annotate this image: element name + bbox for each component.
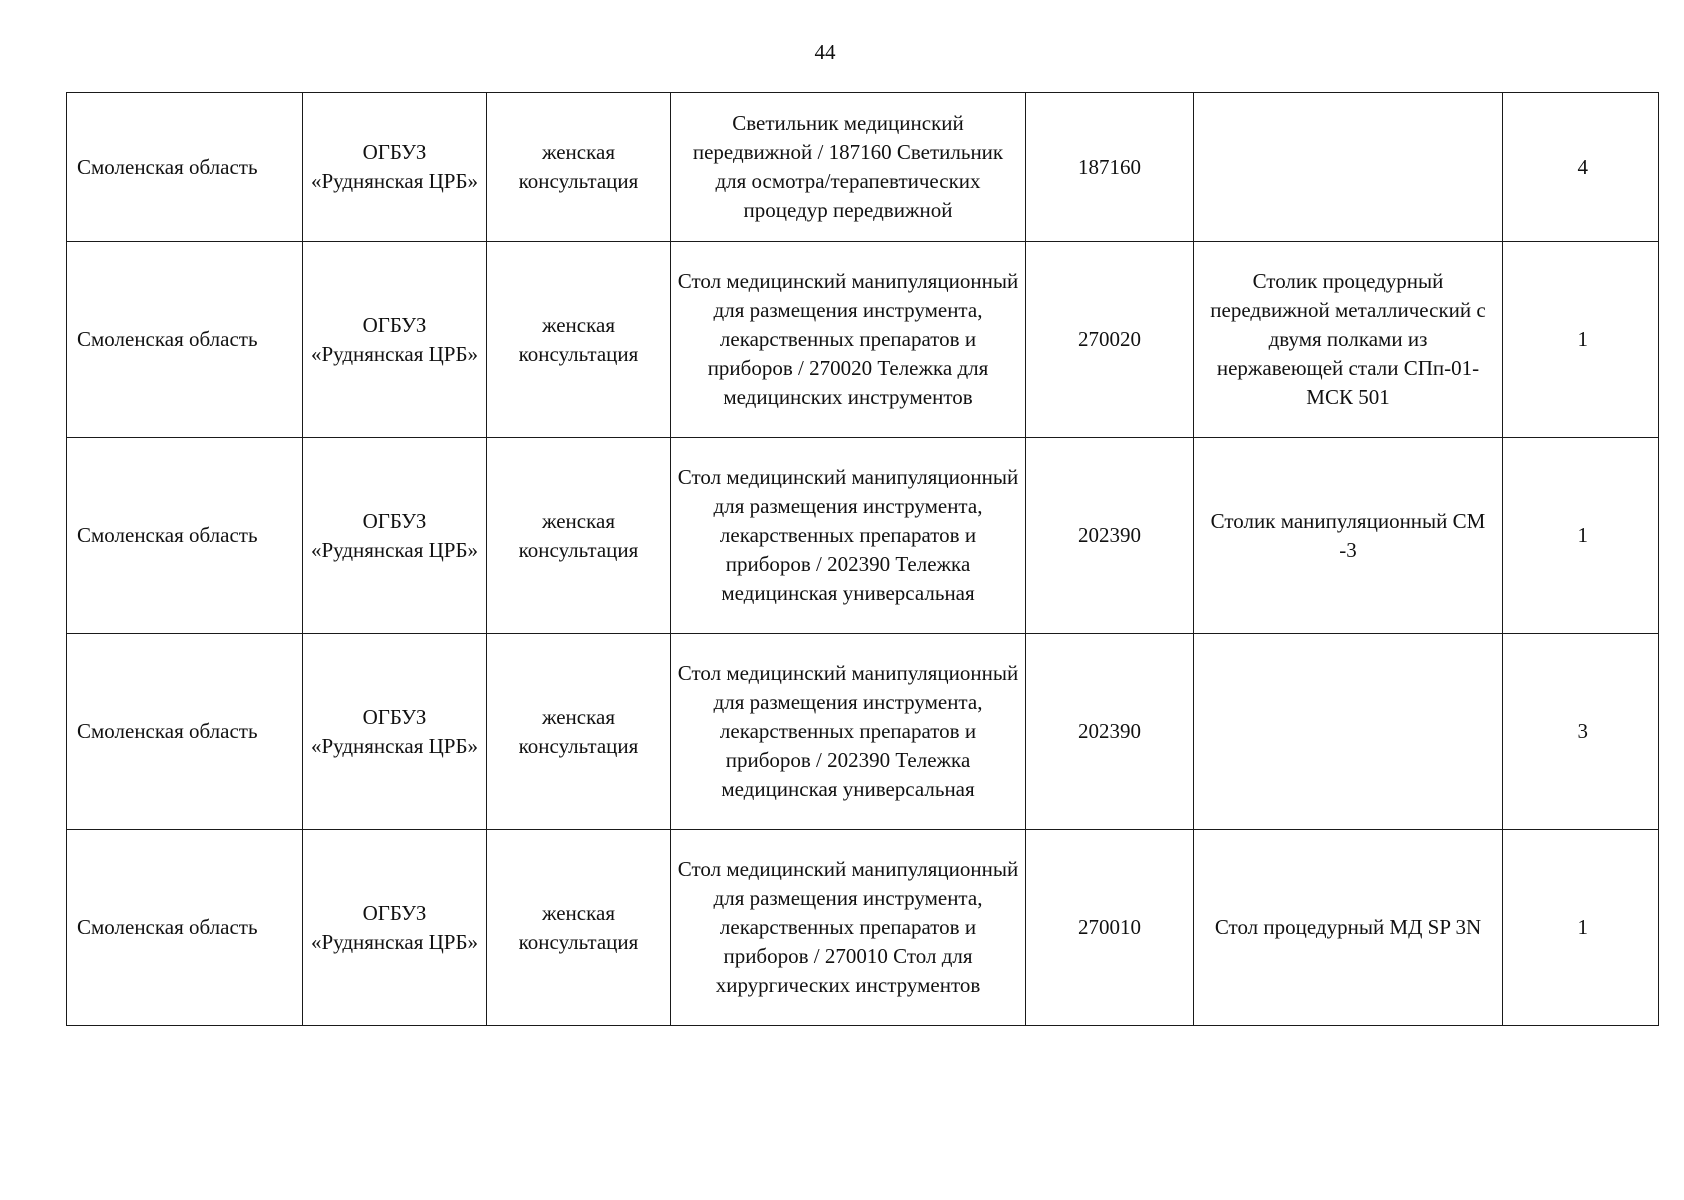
code-cell: 202390 xyxy=(1026,634,1194,830)
table-row xyxy=(67,634,1659,830)
item-cell: Стол медицинский манипуляционный для размещения инструмента, лекарственных препаратов и приборов / 202390 Тележка медицинская универсальная xyxy=(671,438,1026,634)
item-cell: Стол медицинский манипуляционный для размещения инструмента, лекарственных препаратов и приборов / 270010 Стол для хирургических инструментов xyxy=(671,830,1026,1026)
region-cell: Смоленская область xyxy=(67,242,303,438)
region-cell: Смоленская область xyxy=(67,634,303,830)
quantity-cell: 1 xyxy=(1503,438,1659,634)
item-cell: Светильник медицинский передвижной / 187160 Светильник для осмотра/терапевтических процедур передвижной xyxy=(671,93,1026,242)
quantity-cell: 1 xyxy=(1503,830,1659,1026)
quantity-cell: 3 xyxy=(1503,634,1659,830)
page-number: 44 xyxy=(814,40,836,64)
organization-cell: ОГБУЗ «Руднянская ЦРБ» xyxy=(303,438,487,634)
code-cell: 202390 xyxy=(1026,438,1194,634)
quantity-cell: 1 xyxy=(1503,242,1659,438)
region-cell: Смоленская область xyxy=(67,830,303,1026)
organization-cell: ОГБУЗ «Руднянская ЦРБ» xyxy=(303,242,487,438)
table-row xyxy=(67,830,1659,1026)
organization-cell: ОГБУЗ «Руднянская ЦРБ» xyxy=(303,830,487,1026)
table-row xyxy=(67,93,1659,242)
code-cell: 187160 xyxy=(1026,93,1194,242)
organization-cell: ОГБУЗ «Руднянская ЦРБ» xyxy=(303,93,487,242)
region-cell: Смоленская область xyxy=(67,438,303,634)
model-cell xyxy=(1194,634,1503,830)
department-cell: женская консультация xyxy=(487,634,671,830)
department-cell: женская консультация xyxy=(487,830,671,1026)
quantity-cell: 4 xyxy=(1503,93,1659,242)
item-cell: Стол медицинский манипуляционный для размещения инструмента, лекарственных препаратов и приборов / 202390 Тележка медицинская универсальная xyxy=(671,634,1026,830)
model-cell xyxy=(1194,93,1503,242)
code-cell: 270010 xyxy=(1026,830,1194,1026)
model-cell: Столик манипуляционный СМ -3 xyxy=(1194,438,1503,634)
department-cell: женская консультация xyxy=(487,93,671,242)
model-cell: Стол процедурный МД SP 3N xyxy=(1194,830,1503,1026)
organization-cell: ОГБУЗ «Руднянская ЦРБ» xyxy=(303,634,487,830)
table-row xyxy=(67,242,1659,438)
equipment-table xyxy=(66,92,1659,1026)
code-cell: 270020 xyxy=(1026,242,1194,438)
department-cell: женская консультация xyxy=(487,438,671,634)
department-cell: женская консультация xyxy=(487,242,671,438)
model-cell: Столик процедурный передвижной металлический с двумя полками из нержавеющей стали СПп-01-МСК 501 xyxy=(1194,242,1503,438)
table-row xyxy=(67,438,1659,634)
item-cell: Стол медицинский манипуляционный для размещения инструмента, лекарственных препаратов и приборов / 270020 Тележка для медицинских инструментов xyxy=(671,242,1026,438)
region-cell: Смоленская область xyxy=(67,93,303,242)
